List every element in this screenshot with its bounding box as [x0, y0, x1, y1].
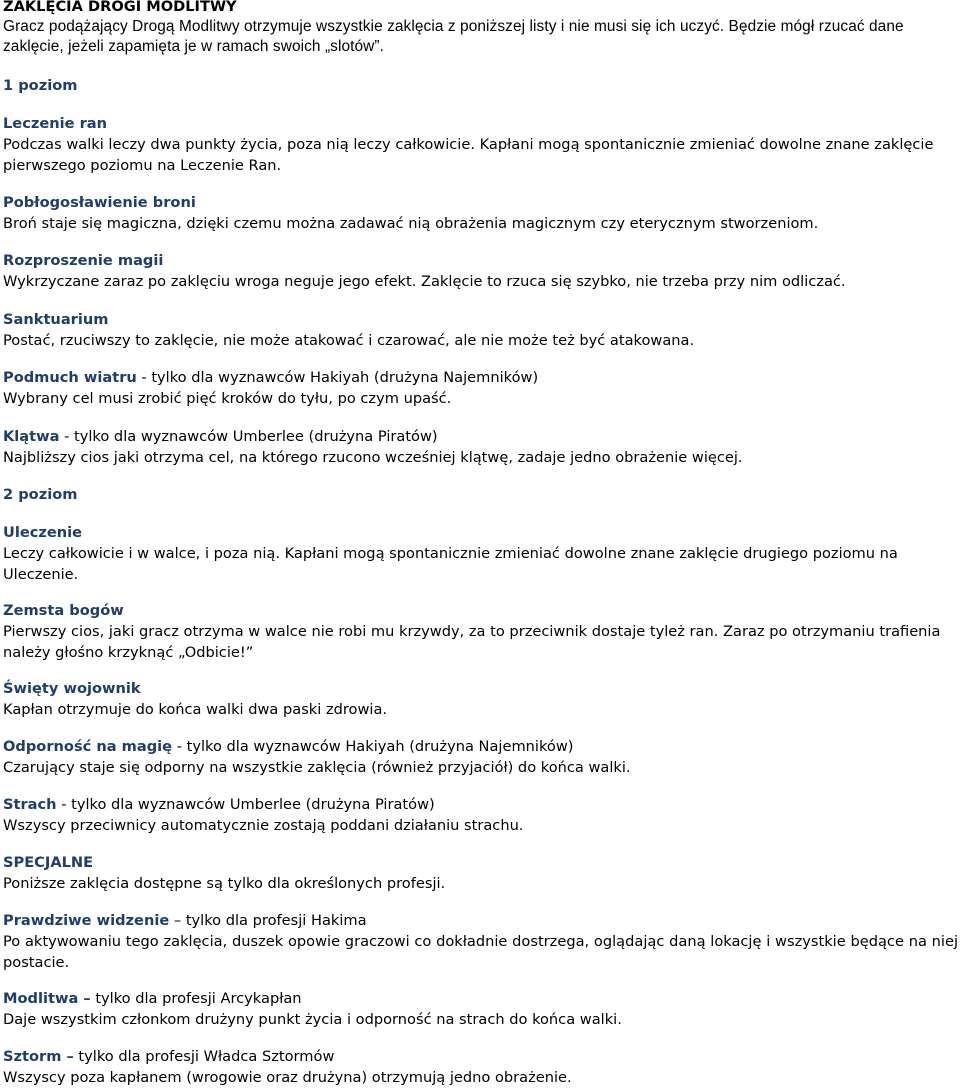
spell-prawdziwe-widzenie: [3, 910, 958, 973]
spell-name: Zemsta bogów: [3, 602, 124, 619]
document-header: [3, 0, 958, 57]
spell-name: Modlitwa –: [3, 990, 91, 1007]
spell-restriction: - tylko dla wyznawców Umberlee (drużyna Piratów): [59, 428, 438, 445]
spell-restriction: - tylko dla wyznawców Hakiyah (drużyna Najemników): [136, 369, 539, 386]
spell-title-line: [3, 988, 958, 1009]
document-intro: Gracz podążający Drogą Modlitwy otrzymuje wszystkie zaklęcia z poniższej listy i nie musi się ich uczyć. Będzie mógł rzucać dane zaklęcie, jeżeli zapamięta je w ramach swoich „slotów”.: [3, 18, 904, 55]
spell-name: Pobłogosławienie broni: [3, 194, 196, 211]
spell-title-line: [3, 367, 958, 388]
spell-description: Wykrzyczane zaraz po zaklęciu wroga neguje jego efekt. Zaklęcie to rzuca się szybko, nie trzeba przy nim odliczać.: [3, 273, 846, 290]
section-heading: 1 poziom: [3, 77, 78, 94]
spell-sztorm: [3, 1046, 958, 1088]
document-title: ZAKLĘCIA DROGI MODLITWY: [3, 0, 237, 15]
spell-description: Daje wszystkim członkom drużyny punkt życia i odporność na strach do końca walki.: [3, 1011, 622, 1028]
spell-klatwa: [3, 426, 958, 468]
spell-description: Kapłan otrzymuje do końca walki dwa paski zdrowia.: [3, 701, 388, 718]
spell-strach: [3, 794, 958, 836]
spell-name: Podmuch wiatru: [3, 369, 137, 386]
spell-podmuch-wiatru: [3, 367, 958, 409]
spell-name: Uleczenie: [3, 524, 83, 541]
spell-title-line: [3, 910, 958, 931]
spell-description: Wybrany cel musi zrobić pięć kroków do tyłu, po czym upaść.: [3, 390, 452, 407]
spell-restriction: tylko dla profesji Arcykapłan: [90, 990, 302, 1007]
spell-description: Podczas walki leczy dwa punkty życia, poza nią leczy całkowicie. Kapłani mogą spontanicznie zmieniać dowolne znane zaklęcie pierwszego poziomu na Leczenie Ran.: [3, 136, 934, 174]
spell-description: Leczy całkowicie i w walce, i poza nią. Kapłani mogą spontanicznie zmieniać dowolne znane zaklęcie drugiego poziomu na Uleczenie.: [3, 545, 898, 583]
spell-title-line: [3, 1046, 958, 1067]
section-heading: 2 poziom: [3, 486, 78, 503]
spell-title-line: [3, 736, 958, 757]
spell-description: Postać, rzuciwszy to zaklęcie, nie może atakować i czarować, ale nie może też być atakowana.: [3, 332, 695, 349]
section-description: Poniższe zaklęcia dostępne są tylko dla określonych profesji.: [3, 875, 446, 892]
spell-name: Sztorm –: [3, 1048, 74, 1065]
spell-uleczenie: [3, 522, 958, 585]
spell-description: Pierwszy cios, jaki gracz otrzyma w walce nie robi mu krzywdy, za to przeciwnik dostaje tyleż ran. Zaraz po otrzymaniu trafienia należy głośno krzyknąć „Odbicie!”: [3, 623, 941, 661]
spell-description: Czarujący staje się odporny na wszystkie zaklęcia (również przyjaciół) do końca walki.: [3, 759, 631, 776]
spell-sanktuarium: [3, 309, 958, 351]
spell-description: Najbliższy cios jaki otrzyma cel, na którego rzucono wcześniej klątwę, zadaje jedno obrażenie więcej.: [3, 449, 743, 466]
spell-name: Prawdziwe widzenie: [3, 912, 170, 929]
spell-restriction: - tylko dla wyznawców Hakiyah (drużyna Najemników): [172, 738, 574, 755]
section-specjalne: [3, 852, 958, 894]
spell-title-line: [3, 426, 958, 447]
spell-restriction: – tylko dla profesji Hakima: [169, 912, 367, 929]
spell-zemsta-bogow: [3, 600, 958, 663]
section-heading: SPECJALNE: [3, 854, 94, 871]
spell-swiety-wojownik: [3, 678, 958, 720]
spell-poblogoslawienie-broni: [3, 192, 958, 234]
spell-restriction: - tylko dla wyznawców Umberlee (drużyna Piratów): [56, 796, 435, 813]
spell-name: Święty wojownik: [3, 680, 141, 697]
spell-name: Klątwa: [3, 428, 60, 445]
spell-name: Leczenie ran: [3, 115, 108, 132]
spell-leczenie-ran: [3, 113, 958, 176]
spell-title-line: [3, 794, 958, 815]
spell-restriction: tylko dla profesji Władca Sztormów: [73, 1048, 335, 1065]
spell-description: Wszyscy poza kapłanem (wrogowie oraz drużyna) otrzymują jedno obrażenie.: [3, 1069, 572, 1086]
level-heading-2: [3, 484, 958, 505]
spell-modlitwa: [3, 988, 958, 1030]
spell-odpornosc-na-magie: [3, 736, 958, 778]
level-heading-1: [3, 75, 958, 96]
spell-description: Wszyscy przeciwnicy automatycznie zostają poddani działaniu strachu.: [3, 817, 524, 834]
spell-description: Po aktywowaniu tego zaklęcia, duszek opowie graczowi co dokładnie dostrzega, oglądając daną lokację i wszystkie będące na niej postacie.: [3, 933, 958, 971]
spell-name: Sanktuarium: [3, 311, 109, 328]
spell-rozproszenie-magii: [3, 250, 958, 292]
spell-name: Rozproszenie magii: [3, 252, 164, 269]
spell-description: Broń staje się magiczna, dzięki czemu można zadawać nią obrażenia magicznym czy eterycznym stworzeniom.: [3, 215, 819, 232]
spell-name: Odporność na magię: [3, 738, 173, 755]
spell-name: Strach: [3, 796, 57, 813]
